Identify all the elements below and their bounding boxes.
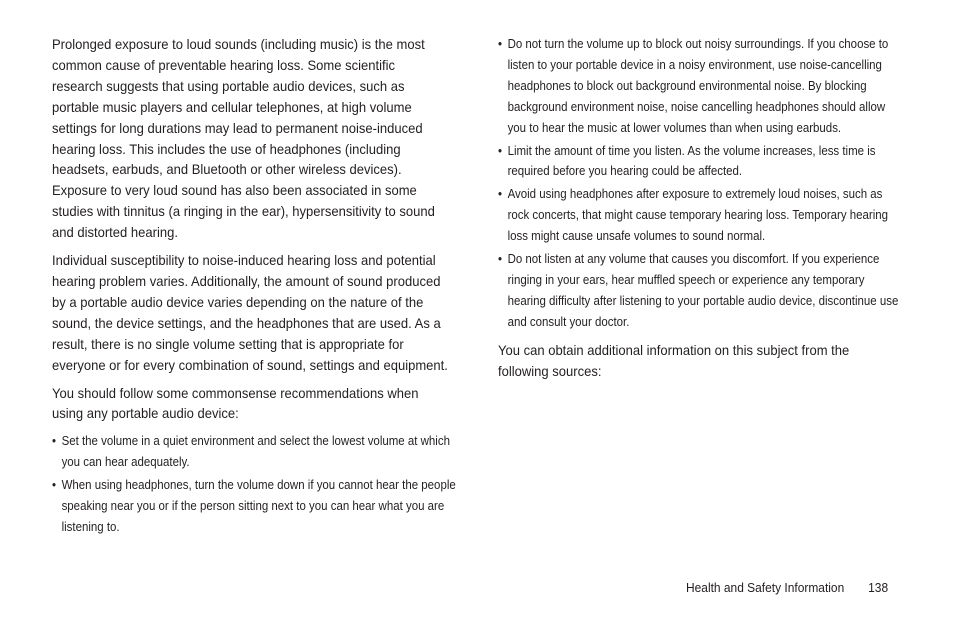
list-item — [52, 475, 456, 538]
hearing-loss-intro-paragraph: Prolonged exposure to loud sounds (including music) is the most common cause of preventable hearing loss. Some scientific research suggests that using portable audio devices, such as portable music players and cellular telephones, at high volume settings for long durations may lead to permanent noise-induced hearing loss. This includes the use of headphones (including headsets, earbuds, and Bluetooth or other wireless devices). Exposure to very loud sound has also been associated in some studies with tinnitus (a ringing in the ear), hypersensitivity to sound and distorted hearing. — [52, 36, 435, 241]
list-item — [498, 141, 904, 183]
footer-section-title: Health and Safety Information — [686, 580, 845, 595]
recommendations-intro-paragraph: You should follow some commonsense recommendations when using any portable audio device: — [52, 384, 419, 422]
list-item-text: When using headphones, turn the volume down if you cannot hear the people speaking near you or if the person sitting next to you can hear what you are listening to. — [61, 477, 456, 534]
additional-information-paragraph: You can obtain additional information on this subject from the following sources: — [498, 341, 850, 379]
list-item — [52, 431, 456, 473]
list-item-text: Do not turn the volume up to block out noisy surroundings. If you choose to listen to your portable device in a noisy environment, use noise-cancelling headphones to block out background environmental noise. By blocking background environment noise, noise cancelling headphones should allow you to hear the music at lower volumes than when using earbuds. — [507, 36, 889, 135]
list-item — [498, 34, 904, 139]
bullet-icon: • — [52, 477, 57, 493]
list-item-text: Do not listen at any volume that causes you discomfort. If you experience ringing in your ears, hear muffled speech or experience any temporary hearing difficulty after listening to your portable audio device, discontinue use and consult your doctor. — [507, 251, 899, 329]
recommendations-list-left — [52, 431, 456, 538]
bullet-icon: • — [498, 142, 503, 158]
list-item — [498, 184, 904, 247]
list-item — [498, 249, 904, 333]
right-column — [498, 34, 898, 389]
bullet-icon: • — [498, 186, 503, 202]
page-footer — [686, 579, 888, 597]
page-number: 138 — [868, 580, 889, 595]
list-item-text: Avoid using headphones after exposure to extremely loud noises, such as rock concerts, that might cause temporary hearing loss. Temporary hearing loss might cause unsafe volumes to sound normal. — [507, 186, 889, 244]
susceptibility-paragraph: Individual susceptibility to noise-induced hearing loss and potential hearing problem varies. Additionally, the amount of sound produced by a portable audio device varies depending on the nature of the sound, the device settings, and the headphones that are used. As a result, there is no single volume setting that is appropriate for everyone or for every combination of sound, settings and equipment. — [52, 252, 448, 373]
recommendations-list-right — [498, 34, 898, 333]
left-column — [52, 34, 456, 545]
list-item-text: Set the volume in a quiet environment and select the lowest volume at which you can hear adequately. — [61, 433, 450, 470]
bullet-icon: • — [498, 251, 503, 267]
bullet-icon: • — [52, 433, 57, 449]
list-item-text: Limit the amount of time you listen. As the volume increases, less time is required before you hearing could be affected. — [507, 142, 876, 179]
bullet-icon: • — [498, 36, 503, 51]
